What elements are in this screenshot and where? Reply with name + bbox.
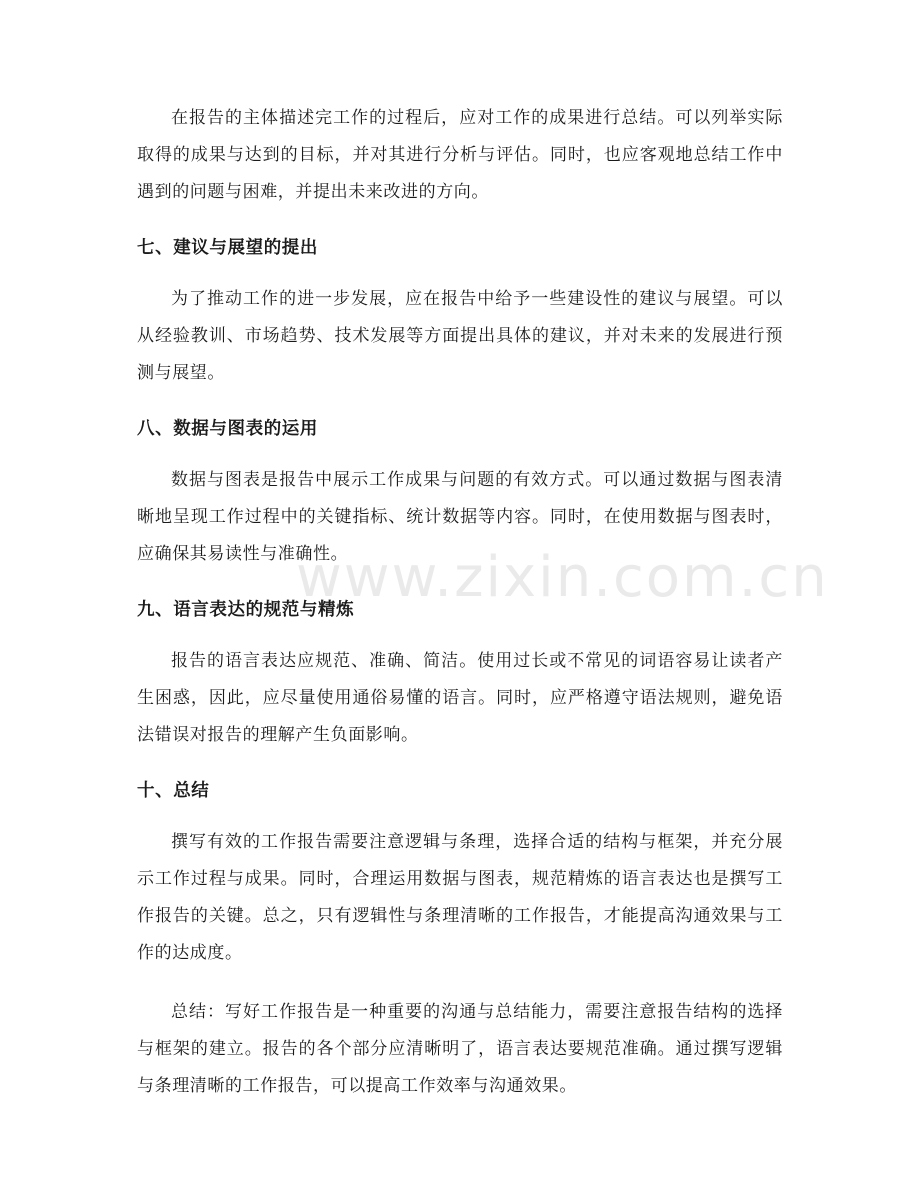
paragraph-conclusion: 撰写有效的工作报告需要注意逻辑与条理，选择合适的结构与框架，并充分展示工作过程与成果。同时，合理运用数据与图表，规范精炼的语言表达也是撰写工作报告的关键。总之，只有逻辑性与条理清晰的工作报告，才能提高沟通效果与工作的达成度。 (137, 832, 783, 963)
heading-suggestions: 七、建议与展望的提出 (137, 238, 318, 258)
paragraph-results-summary: 在报告的主体描述完工作的过程后，应对工作的成果进行总结。可以列举实际取得的成果与达到的目标，并对其进行分析与评估。同时，也应客观地总结工作中遇到的问题与困难，并提出未来改进的方向。 (137, 108, 783, 202)
paragraph-final-summary: 总结：写好工作报告是一种重要的沟通与总结能力，需要注意报告结构的选择与框架的建立。报告的各个部分应清晰明了，语言表达要规范准确。通过撰写逻辑与条理清晰的工作报告，可以提高工作效率与沟通效果。 (137, 1002, 783, 1096)
heading-language: 九、语言表达的规范与精炼 (137, 600, 355, 620)
document-body (137, 100, 783, 1105)
paragraph-language: 报告的语言表达应规范、准确、简洁。使用过长或不常见的词语容易让读者产生困惑，因此，应尽量使用通俗易懂的语言。同时，应严格遵守语法规则，避免语法错误对报告的理解产生负面影响。 (137, 651, 783, 745)
paragraph-suggestions: 为了推动工作的进一步发展，应在报告中给予一些建设性的建议与展望。可以从经验教训、市场趋势、技术发展等方面提出具体的建议，并对未来的发展进行预测与展望。 (137, 289, 783, 383)
watermark: www.zixin.com.cn (296, 545, 829, 610)
heading-data-charts: 八、数据与图表的运用 (137, 419, 318, 439)
heading-conclusion: 十、总结 (137, 781, 210, 801)
paragraph-data-charts: 数据与图表是报告中展示工作成果与问题的有效方式。可以通过数据与图表清晰地呈现工作过程中的关键指标、统计数据等内容。同时，在使用数据与图表时，应确保其易读性与准确性。 (137, 470, 783, 564)
